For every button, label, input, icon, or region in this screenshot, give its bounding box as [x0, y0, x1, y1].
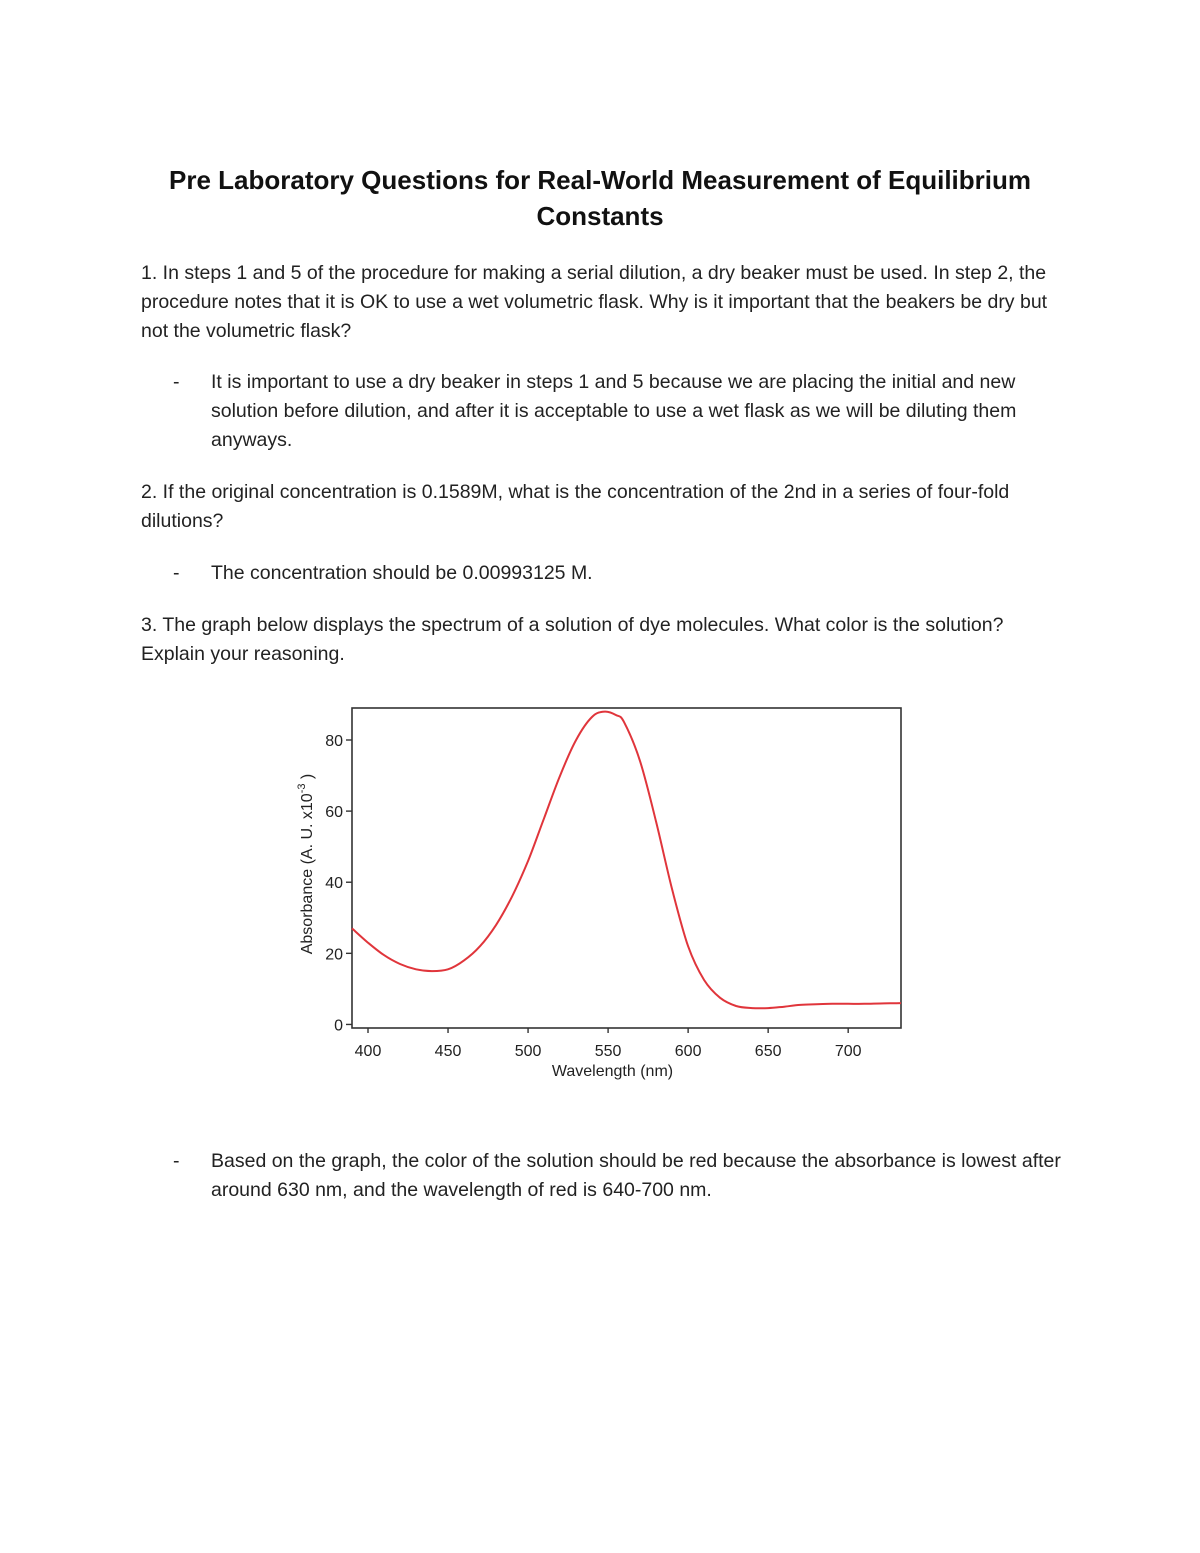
bullet-dash: - — [173, 1150, 180, 1172]
y-tick-label: 0 — [334, 1017, 343, 1035]
page-title: Pre Laboratory Questions for Real-World Measurement of Equilibrium Constants — [169, 165, 1031, 231]
y-tick-label: 20 — [325, 946, 343, 964]
answer-text: Based on the graph, the color of the solution should be red because the absorbance is lowest after around 630 nm, and the wavelength of red is 640-700 nm. — [211, 1150, 1061, 1201]
y-axis-label-exponent: -3 — [296, 783, 308, 794]
x-axis-label: Wavelength (nm) — [551, 1063, 674, 1080]
absorbance-spectrum-chart — [290, 700, 915, 1090]
x-tick-label: 500 — [514, 1043, 542, 1060]
x-tick-label: 650 — [754, 1043, 782, 1060]
question-2-answer — [141, 559, 1081, 588]
x-tick-label: 450 — [434, 1043, 462, 1060]
y-axis-label-suffix: ) — [299, 773, 316, 784]
plot-frame — [352, 708, 901, 1028]
question-1-answer — [141, 368, 1081, 455]
question-3-text: 3. The graph below displays the spectrum of a solution of dye molecules. What color is the solution? Explain your reasoning. — [141, 614, 1004, 665]
y-axis-label-main: Absorbance (A. U. x10 — [299, 793, 316, 955]
answer-text: The concentration should be 0.00993125 M. — [211, 562, 593, 584]
question-2-text: 2. If the original concentration is 0.1589M, what is the concentration of the 2nd in a series of four-fold dilutions? — [141, 481, 1010, 532]
y-tick-label: 40 — [325, 875, 343, 893]
y-axis-label — [296, 774, 316, 955]
question-1-text: 1. In steps 1 and 5 of the procedure for making a serial dilution, a dry beaker must be used. In step 2, the procedure notes that it is OK to use a wet volumetric flask. Why is it important that the beakers be dry but not the volumetric flask? — [141, 262, 1048, 342]
bullet-dash: - — [173, 562, 180, 584]
x-tick-label: 600 — [674, 1043, 702, 1060]
question-3-answer — [141, 1147, 1081, 1205]
x-tick-label: 550 — [594, 1043, 622, 1060]
y-tick-label: 80 — [325, 733, 343, 750]
spectrum-line — [352, 712, 901, 1009]
y-tick-label: 60 — [325, 804, 343, 822]
bullet-dash: - — [173, 371, 180, 393]
x-tick-label: 400 — [354, 1043, 382, 1060]
x-tick-label: 700 — [834, 1043, 862, 1060]
answer-text: It is important to use a dry beaker in steps 1 and 5 because we are placing the initial and new solution before dilution, and after it is acceptable to use a wet flask as we will be diluting them anyways. — [211, 371, 1017, 451]
